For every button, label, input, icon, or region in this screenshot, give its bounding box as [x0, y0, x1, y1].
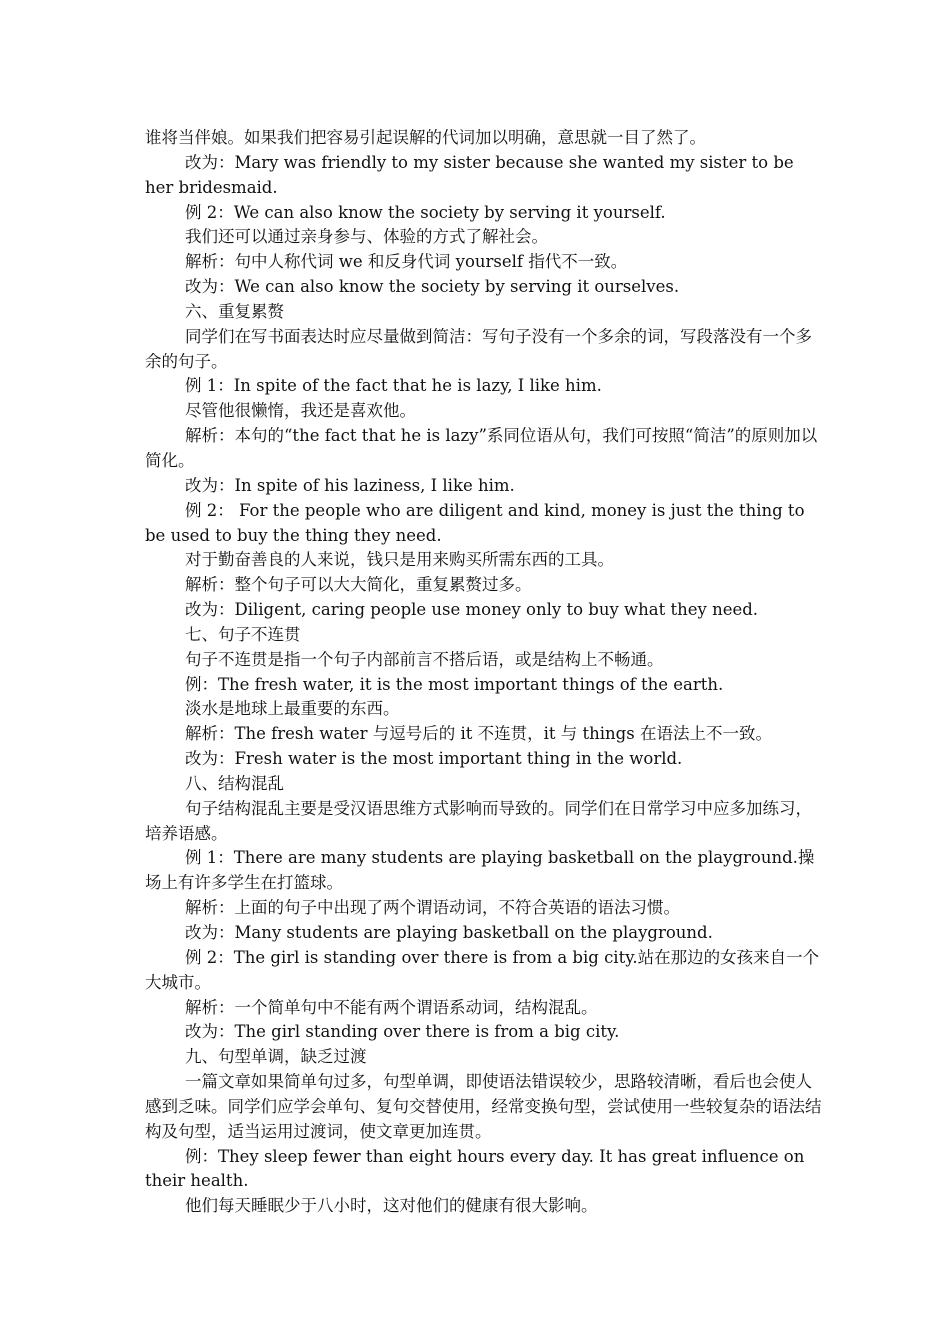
text-line: 改为：Mary was friendly to my sister because she wanted my sister to be her bridesmaid. — [145, 152, 794, 197]
text-line: 解析：一个简单句中不能有两个谓语系动词，结构混乱。 — [185, 997, 598, 1017]
text-line: 他们每天睡眠少于八小时，这对他们的健康有很大影响。 — [185, 1196, 598, 1216]
text-line: 一篇文章如果简单句过多，句型单调，即使语法错误较少，思路较清晰，看后也会使人感到乏味。同学们应学会单句、复句交替使用，经常变换句型，尝试使用一些较复杂的语法结构及句型，适当运用过渡词，使文章更加连贯。 — [145, 1072, 822, 1141]
text-line: 改为：Many students are playing basketball on the playground. — [185, 923, 713, 942]
text-line: 例 2：The girl is standing over there is from a big city.站在那边的女孩来自一个大城市。 — [145, 947, 820, 992]
text-line: 改为：We can also know the society by serving it ourselves. — [185, 277, 680, 297]
section-heading: 七、句子不连贯 — [185, 624, 301, 644]
text-line: 解析：上面的句子中出现了两个谓语动词，不符合英语的语法习惯。 — [185, 898, 680, 918]
text-line: 解析：整个句子可以大大简化，重复累赘过多。 — [185, 575, 532, 595]
text-line: 例 2： For the people who are diligent and kind, money is just the thing to be used to buy the thing they need. — [145, 500, 805, 545]
text-line: 改为：The girl standing over there is from a big city. — [185, 1022, 620, 1042]
text-line: 例：They sleep fewer than eight hours every day. It has great influence on their health. — [145, 1146, 805, 1191]
text-line: 例 2：We can also know the society by serving it yourself. — [185, 202, 666, 222]
text-line: 例：The fresh water, it is the most important things of the earth. — [185, 674, 724, 694]
text-line: 谁将当伴娘。如果我们把容易引起误解的代词加以明确，意思就一目了然了。 — [145, 128, 706, 147]
text-line: 例 1：In spite of the fact that he is lazy, I like him. — [185, 376, 602, 396]
text-line: 改为：In spite of his laziness, I like him. — [185, 475, 515, 495]
text-line: 对于勤奋善良的人来说，钱只是用来购买所需东西的工具。 — [185, 550, 614, 570]
text-line: 淡水是地球上最重要的东西。 — [185, 699, 400, 719]
text-line: 改为：Fresh water is the most important thing in the world. — [185, 749, 683, 769]
section-heading: 八、结构混乱 — [185, 773, 284, 793]
text-line: 我们还可以通过亲身参与、体验的方式了解社会。 — [185, 227, 548, 247]
text-line: 例 1：There are many students are playing basketball on the playground.操场上有许多学生在打篮球。 — [145, 848, 815, 893]
section-heading: 九、句型单调，缺乏过渡 — [185, 1047, 367, 1067]
text-line: 解析：本句的“the fact that he is lazy”系同位语从句，我们可按照“简洁”的原则加以简化。 — [145, 426, 818, 470]
text-line: 解析：The fresh water 与逗号后的 it 不连贯，it 与 things 在语法上不一致。 — [185, 724, 772, 744]
text-line: 句子不连贯是指一个句子内部前言不搭后语，或是结构上不畅通。 — [185, 649, 664, 669]
document-body — [145, 126, 825, 1219]
text-line: 句子结构混乱主要是受汉语思维方式影响而导致的。同学们在日常学习中应多加练习，培养语感。 — [145, 798, 812, 843]
text-line: 同学们在写书面表达时应尽量做到简洁：写句子没有一个多余的词，写段落没有一个多余的句子。 — [145, 326, 812, 371]
text-line: 改为：Diligent, caring people use money only to buy what they need. — [185, 600, 759, 620]
text-line: 尽管他很懒惰，我还是喜欢他。 — [185, 401, 416, 421]
text-line: 解析：句中人称代词 we 和反身代词 yourself 指代不一致。 — [185, 252, 628, 272]
section-heading: 六、重复累赘 — [185, 301, 284, 321]
